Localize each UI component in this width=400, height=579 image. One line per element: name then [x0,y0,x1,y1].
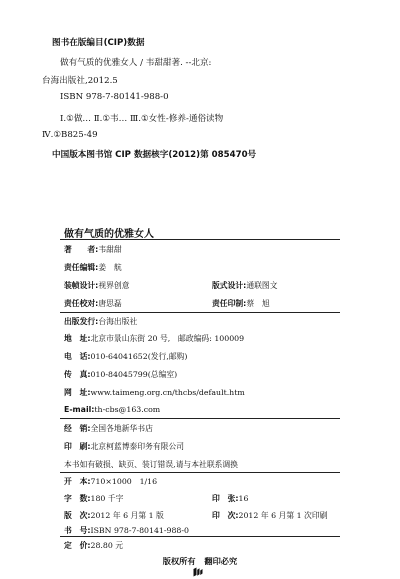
book-title: 做有气质的优雅女人 [64,229,154,240]
isbn-value: ISBN 978-7-80141-988-0 [90,526,189,535]
notice-row: 本书如有破损、缺页、装订错误,请与本社联系调换 [64,460,239,469]
cip-line-2: 台海出版社,2012.5 [42,76,118,86]
design-value: 视界创意 [98,281,130,290]
phone-label: 电 话: [64,352,91,361]
sheets-label: 印 张: [212,494,239,503]
layout-row [212,280,278,291]
edition-value: 2012 年 6 月第 1 版 [90,511,164,520]
sheets-value: 16 [238,494,249,503]
distributor-value: 全国各地新华书店 [90,424,153,433]
address-value: 北京市景山东街 20 号, 邮政编码: 100009 [90,334,245,343]
print-supervisor-row [212,298,270,309]
isbn-label: 书 号: [64,526,91,535]
editor-value: 姜 航 [98,263,122,272]
proof-value: 唐思磊 [98,299,122,308]
editor-row [64,262,122,273]
fax-row [64,369,177,380]
price-label: 定 价: [64,541,91,550]
printing-label: 印 次: [212,511,239,520]
web-value: www.taimeng.org.cn/thcbs/default.htm [90,388,245,397]
piracy-text: 翻印必究 [204,556,238,566]
issue-label: 出版发行: [64,317,99,326]
author-row [64,244,122,255]
cip-record: 中国版本图书馆 CIP 数据核字(2012)第 085470号 [52,150,257,160]
distributor-row [64,423,153,434]
isbn-row [64,525,189,536]
rule-credits [60,312,340,313]
proof-row [64,298,122,309]
cip-line-5: Ⅳ.①B825-49 [42,130,98,140]
rule-publisher [60,418,340,419]
address-label: 地 址: [64,334,91,343]
phone-row [64,351,187,362]
words-row [64,493,123,504]
cip-title: 图书在版编目(CIP)数据 [52,38,145,48]
issue-value: 台海出版社 [98,317,138,326]
cip-line-1: 做有气质的优雅女人 / 韦甜甜著. --北京: [60,58,212,68]
design-row [64,280,130,291]
web-label: 网 址: [64,388,91,397]
words-label: 字 数: [64,494,91,503]
printing-row [212,510,327,521]
email-value: th-cbs@163.com [94,405,161,414]
layout-label: 版式设计: [212,281,247,290]
fax-value: 010-84045799(总编室) [90,370,178,379]
email-label: E-mail: [64,405,95,414]
print-supervisor-label: 责任印制: [212,299,247,308]
email-row [64,405,160,414]
format-value: 710×1000 1/16 [90,477,158,486]
issue-row [64,316,137,327]
price-row [64,540,123,551]
rule-specs [60,536,340,537]
web-row [64,387,245,398]
cip-line-4: Ⅰ.①做… Ⅱ.①韦… Ⅲ.①女性-修养-通俗读物 [60,114,224,124]
proof-label: 责任校对: [64,299,99,308]
editor-label: 责任编辑: [64,263,99,272]
price-value: 28.80 元 [90,541,124,550]
rule-distribution [60,472,340,473]
publisher-logo-icon [192,566,204,578]
printing-value: 2012 年 6 月第 1 次印刷 [238,511,328,520]
printer-value: 北京柯蓝博泰印务有限公司 [90,442,185,451]
format-row [64,476,157,487]
design-label: 装帧设计: [64,281,99,290]
author-value: 韦甜甜 [98,245,122,254]
edition-row [64,510,164,521]
sheets-row [212,493,248,504]
fax-label: 传 真: [64,370,91,379]
phone-value: 010-64041652(发行,邮购) [90,352,188,361]
author-label: 著 者: [64,245,99,254]
distributor-label: 经 销: [64,424,91,433]
printer-label: 印 刷: [64,442,91,451]
rights-text: 版权所有 [162,556,196,566]
cip-line-3: ISBN 978-7-80141-988-0 [60,92,169,102]
printer-row [64,441,184,452]
format-label: 开 本: [64,477,91,486]
rule-title [60,239,340,240]
edition-label: 版 次: [64,511,91,520]
print-supervisor-value: 蔡 旭 [246,299,270,308]
words-value: 180 千字 [90,494,124,503]
address-row [64,333,244,344]
layout-value: 通联图文 [246,281,278,290]
